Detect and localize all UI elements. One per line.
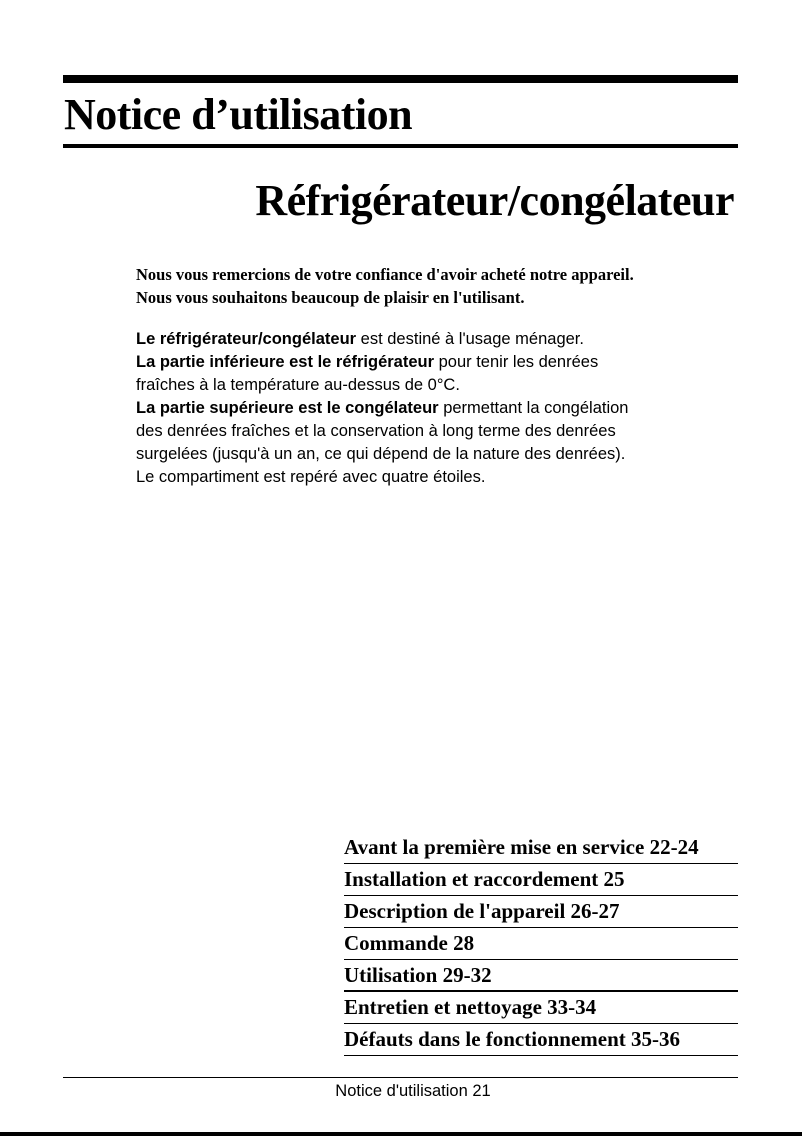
top-rule — [63, 75, 738, 83]
body-line: fraîches à la température au-dessus de 0°C. — [136, 376, 460, 394]
title-rule — [63, 144, 738, 148]
body-text: est destiné à l'usage ménager. — [356, 330, 584, 348]
body-bold: La partie inférieure est le réfrigérateur — [136, 353, 435, 371]
page-edge — [0, 1132, 802, 1136]
body-line: des denrées fraîches et la conservation à long terme des denrées — [136, 422, 616, 440]
toc-item-installation[interactable]: Installation et raccordement 25 — [344, 864, 738, 896]
footer-rule — [63, 1077, 738, 1078]
body-bold: Le réfrigérateur/congélateur — [136, 330, 357, 348]
table-of-contents — [344, 832, 738, 1056]
toc-item-commande[interactable]: Commande 28 — [344, 928, 738, 960]
intro-line: Nous vous souhaitons beaucoup de plaisir en l'utilisant. — [136, 288, 525, 307]
toc-item-entretien[interactable]: Entretien et nettoyage 33-34 — [344, 992, 738, 1024]
document-title: Notice d’utilisation — [64, 90, 413, 139]
body-line — [136, 351, 746, 374]
body-line: surgelées (jusqu'à un an, ce qui dépend de la nature des denrées). — [136, 445, 626, 463]
toc-item-defauts[interactable]: Défauts dans le fonctionnement 35-36 — [344, 1024, 738, 1056]
body-line — [136, 397, 746, 420]
body-line: Le compartiment est repéré avec quatre étoiles. — [136, 468, 486, 486]
description-paragraph — [136, 328, 746, 489]
body-line — [136, 328, 746, 351]
body-text: pour tenir les denrées — [434, 353, 599, 371]
body-text: permettant la congélation — [438, 399, 629, 417]
body-bold: La partie supérieure est le congélateur — [136, 399, 439, 417]
intro-paragraph — [136, 263, 746, 309]
intro-line: Nous vous remercions de votre confiance d'avoir acheté notre appareil. — [136, 265, 634, 284]
toc-item-description[interactable]: Description de l'appareil 26-27 — [344, 896, 738, 928]
toc-item-utilisation[interactable]: Utilisation 29-32 — [344, 960, 738, 992]
toc-item-first-use[interactable]: Avant la première mise en service 22-24 — [344, 832, 738, 864]
document-subtitle: Réfrigérateur/congélateur — [255, 176, 734, 225]
page-footer: Notice d'utilisation 21 — [335, 1082, 491, 1100]
